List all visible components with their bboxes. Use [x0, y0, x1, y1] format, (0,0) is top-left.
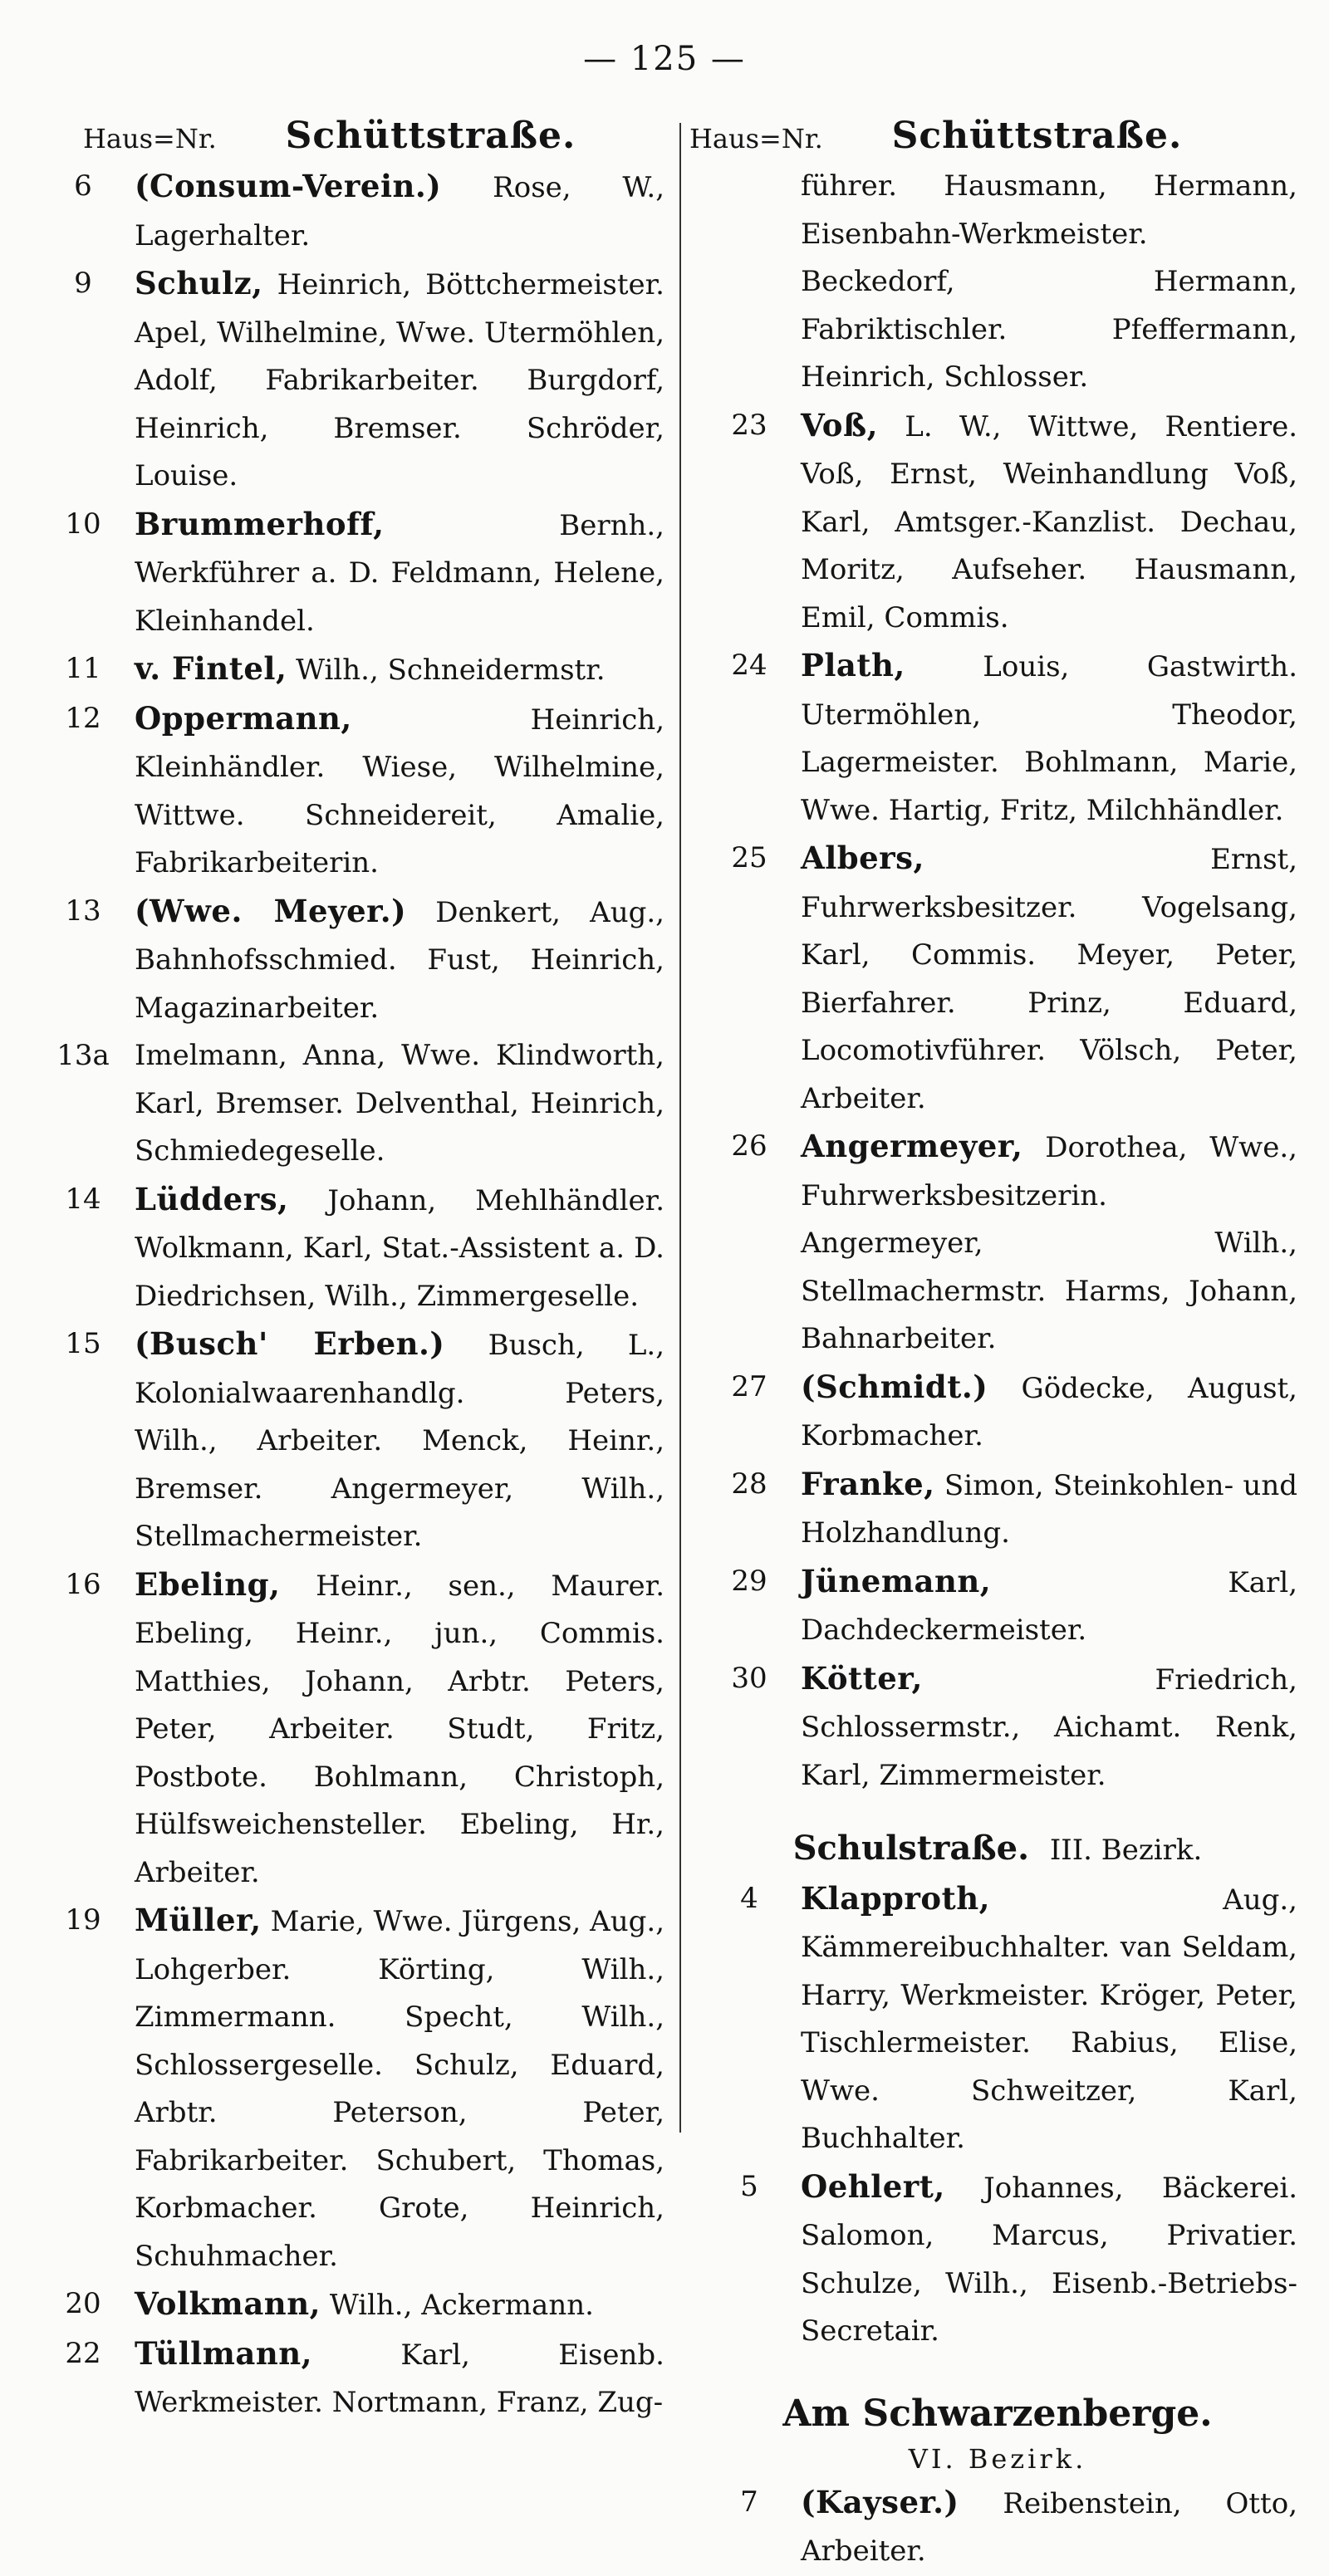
- entry-text-block: [801, 835, 1297, 1123]
- page-number: — 125 —: [583, 40, 746, 78]
- residents-text: Karl, Eisenb. Werkmeister. Nortmann, Franz, Zug-: [135, 2338, 664, 2419]
- residents-text: Johannes, Bäckerei. Salomon, Marcus, Privatier. Schulze, Wilh., Eisenb.-Betriebs-Secretair.: [801, 2171, 1297, 2348]
- owner-name: Albers,: [801, 840, 924, 876]
- owner-name: (Busch' Erben.): [135, 1325, 445, 1362]
- directory-entry: [698, 1655, 1297, 1800]
- owner-name: v. Fintel,: [135, 650, 287, 687]
- entry-text-block: [135, 501, 664, 646]
- residents-text: Denkert, Aug., Bahnhofsschmied. Fust, Heinrich, Magazinarbeiter.: [135, 895, 664, 1025]
- entry-text-block: [135, 2280, 664, 2330]
- residents-text: Gödecke, August, Korbmacher.: [801, 1371, 1297, 1452]
- residents-text: Aug., Kämmereibuchhalter. van Seldam, Harry, Werkmeister. Kröger, Peter, Tischlermeister. Rabius, Elise, Wwe. Schweitzer, Karl, Buchhalter.: [801, 1883, 1297, 2155]
- section-street-name: Schulstraße.: [792, 1829, 1030, 1868]
- residents-text: Reibenstein, Otto, Arbeiter.: [801, 2486, 1297, 2568]
- residents-text: Karl, Dachdeckermeister.: [801, 1565, 1297, 1647]
- house-number: 30: [731, 1661, 767, 1695]
- residents-text: Wilh., Schneidermstr.: [296, 654, 606, 687]
- owner-name: Angermeyer,: [801, 1128, 1023, 1164]
- residents-text: Bernh., Werkführer a. D. Feldmann, Helene, Kleinhandel.: [135, 508, 664, 638]
- entry-text-block: [801, 2163, 1297, 2356]
- entry-text-block: [135, 695, 664, 888]
- continued-entry: [698, 163, 1297, 402]
- entry-text-block: [801, 1364, 1297, 1461]
- directory-entry: [32, 695, 664, 888]
- owner-name: (Wwe. Meyer.): [135, 892, 407, 929]
- entry-text: führer. Hausmann, Hermann, Eisenbahn-Werkmeister. Beckedorf, Hermann, Fabriktischler. Pfeffermann, Heinrich, Schlosser.: [801, 169, 1297, 394]
- owner-name: Lüdders,: [135, 1180, 289, 1217]
- residents-text: Friedrich, Schlossermstr., Aichamt. Renk, Karl, Zimmermeister.: [801, 1663, 1297, 1792]
- house-number: 7: [740, 2485, 758, 2519]
- entry-text-block: [135, 163, 664, 260]
- right-column-header: [689, 115, 1182, 157]
- residents-text: Rose, W., Lagerhalter.: [135, 171, 664, 252]
- directory-entry: [32, 2280, 664, 2330]
- owner-name: Kötter,: [801, 1659, 923, 1697]
- owner-name: Voß,: [801, 406, 878, 443]
- entry-text-block: [135, 645, 664, 695]
- owner-name: (Kayser.): [801, 2483, 959, 2520]
- owner-name: Müller,: [135, 1902, 262, 1938]
- directory-entry: [698, 642, 1297, 835]
- directory-entry: [32, 501, 664, 646]
- owner-name: Brummerhoff,: [135, 505, 385, 542]
- entry-text-block: [801, 402, 1297, 643]
- entry-text-block: [135, 1176, 664, 1321]
- house-number: 28: [731, 1467, 767, 1501]
- section-district: III. Bezirk.: [1049, 1834, 1203, 1867]
- section-district: VI. Bezirk.: [908, 2442, 1087, 2475]
- owner-name: Schulz,: [135, 265, 263, 301]
- owner-name: (Schmidt.): [801, 1368, 988, 1405]
- entry-text-block: [801, 2479, 1297, 2576]
- residents-text: L. W., Wittwe, Rentiere. Voß, Ernst, Weinhandlung Voß, Karl, Amtsger.-Kanzlist. Dechau, Moritz, Aufseher. Hausmann, Emil, Commis.: [801, 409, 1297, 634]
- owner-name: Oehlert,: [801, 2167, 945, 2205]
- house-number: 11: [65, 652, 101, 685]
- house-number: 12: [65, 701, 101, 735]
- house-number: 5: [740, 2169, 758, 2203]
- directory-entry: [698, 402, 1297, 643]
- directory-entry: [32, 260, 664, 501]
- house-number: 19: [65, 1903, 101, 1937]
- owner-name: Ebeling,: [135, 1565, 281, 1603]
- directory-entry: [698, 2163, 1297, 2356]
- house-number: 20: [65, 2287, 101, 2320]
- residents-text: Marie, Wwe. Jürgens, Aug., Lohgerber. Körting, Wilh., Zimmermann. Specht, Wilh., Schlossergeselle. Schulz, Eduard, Arbtr. Peterson, Peter, Fabrikarbeiter. Schubert, Thomas, Korbmacher. Grote, Heinrich, Schuhmacher.: [135, 1905, 664, 2273]
- residents-text: Heinrich, Kleinhändler. Wiese, Wilhelmine, Wittwe. Schneidereit, Amalie, Fabrikarbeiterin.: [135, 703, 664, 879]
- entry-text-block: [801, 1558, 1297, 1655]
- column-divider: [679, 123, 681, 2133]
- house-number: 22: [65, 2336, 101, 2370]
- house-number: 16: [65, 1567, 101, 1601]
- entry-text-block: [135, 1897, 664, 2280]
- directory-entry: [698, 1461, 1297, 1558]
- residents-text: Wilh., Ackermann.: [329, 2289, 594, 2322]
- entry-text-block: [801, 1461, 1297, 1558]
- house-number: 10: [65, 507, 101, 541]
- schwarz-entry-list: [698, 2479, 1297, 2576]
- owner-name: Plath,: [801, 647, 905, 683]
- owner-name: Volkmann,: [135, 2285, 321, 2322]
- directory-entry: [32, 1897, 664, 2280]
- entry-text-block: [801, 1875, 1297, 2163]
- house-number: 27: [731, 1369, 767, 1403]
- residents-text: Heinrich, Böttchermeister. Apel, Wilhelmine, Wwe. Utermöhlen, Adolf, Fabrikarbeiter. Burgdorf, Heinrich, Bremser. Schröder, Louise.: [135, 268, 664, 492]
- directory-entry: [698, 1875, 1297, 2163]
- section-heading-schwarzenberge: Am Schwarzenberge.: [782, 2392, 1213, 2435]
- directory-entry: [698, 1558, 1297, 1655]
- residents-text: Dorothea, Wwe., Fuhrwerksbesitzerin. Angermeyer, Wilh., Stellmachermstr. Harms, Johann, Bahnarbeiter.: [801, 1131, 1297, 1355]
- residents-text: Simon, Steinkohlen- und Holzhandlung.: [801, 1468, 1297, 1550]
- directory-entry: [32, 1561, 664, 1898]
- house-number: 6: [74, 169, 92, 203]
- street-title: Schüttstraße.: [891, 115, 1183, 157]
- entry-text-block: [135, 1561, 664, 1898]
- residents-text: Ernst, Fuhrwerksbesitzer. Vogelsang, Karl, Commis. Meyer, Peter, Bierfahrer. Prinz, Eduard, Locomotivführer. Völsch, Peter, Arbeiter.: [801, 843, 1297, 1115]
- directory-entry: [32, 888, 664, 1033]
- entry-text-block: [801, 1123, 1297, 1364]
- house-number-label: Haus=Nr.: [689, 123, 823, 154]
- right-entry-list: [698, 402, 1297, 1800]
- entry-text-block: [135, 2330, 664, 2427]
- residents-text: Heinr., sen., Maurer. Ebeling, Heinr., jun., Commis. Matthies, Johann, Arbtr. Peters, Peter, Arbeiter. Studt, Fritz, Postbote. Bohlmann, Christoph, Hülfsweichensteller. Ebeling, Hr., Arbeiter.: [135, 1569, 665, 1889]
- section-heading-schulstrasse: [698, 1824, 1297, 1875]
- directory-entry: [698, 1364, 1297, 1461]
- house-number: 15: [65, 1327, 101, 1360]
- residents-text: Johann, Mehlhändler. Wolkmann, Karl, Stat.-Assistent a. D. Diedrichsen, Wilh., Zimmergeselle.: [135, 1183, 664, 1313]
- owner-name: Oppermann,: [135, 699, 352, 737]
- directory-entry: [698, 835, 1297, 1123]
- left-entry-list: [32, 163, 664, 2427]
- owner-name: Jünemann,: [801, 1562, 992, 1599]
- entry-text-block: [801, 642, 1297, 835]
- street-title: Schüttstraße.: [285, 115, 576, 157]
- entry-text-block: [135, 1032, 664, 1176]
- right-column: [698, 163, 1297, 2576]
- house-number-label: Haus=Nr.: [83, 123, 217, 154]
- house-number: 29: [731, 1564, 767, 1598]
- house-number: 14: [65, 1182, 101, 1216]
- entry-text-block: [135, 260, 664, 501]
- house-number: 4: [740, 1881, 758, 1915]
- residents-text: Busch, L., Kolonialwaarenhandlg. Peters, Wilh., Arbeiter. Menck, Heinr., Bremser. Angermeyer, Wilh., Stellmachermeister.: [135, 1329, 665, 1553]
- directory-entry: [32, 163, 664, 260]
- owner-name: Franke,: [801, 1465, 935, 1502]
- house-number: 23: [731, 408, 767, 442]
- owner-name: Klapproth,: [801, 1879, 990, 1917]
- house-number: 13a: [56, 1039, 110, 1072]
- house-number: 9: [74, 267, 92, 300]
- house-number: 13: [65, 894, 101, 928]
- owner-name: Tüllmann,: [135, 2334, 312, 2372]
- residents-text: Louis, Gastwirth. Utermöhlen, Theodor, Lagermeister. Bohlmann, Marie, Wwe. Hartig, Fritz, Milchhändler.: [801, 650, 1297, 827]
- schul-entry-list: [698, 1875, 1297, 2356]
- left-column: [32, 163, 664, 2427]
- directory-entry: [32, 1176, 664, 1321]
- house-number: 25: [731, 841, 767, 874]
- directory-entry: [698, 2479, 1297, 2576]
- directory-entry: [32, 645, 664, 695]
- entry-text-block: [801, 1655, 1297, 1800]
- owner-name: (Consum-Verein.): [135, 168, 442, 204]
- residents-text: Imelmann, Anna, Wwe. Klindworth, Karl, Bremser. Delventhal, Heinrich, Schmiedegeselle.: [135, 1039, 664, 1168]
- entry-text-block: [135, 888, 664, 1033]
- left-column-header: [83, 115, 576, 157]
- directory-entry: [698, 1123, 1297, 1364]
- house-number: 26: [731, 1129, 767, 1163]
- directory-entry: [32, 1032, 664, 1176]
- directory-entry: [32, 1320, 664, 1561]
- entry-text-block: [135, 1320, 664, 1561]
- house-number: 24: [731, 649, 767, 682]
- directory-entry: [32, 2330, 664, 2427]
